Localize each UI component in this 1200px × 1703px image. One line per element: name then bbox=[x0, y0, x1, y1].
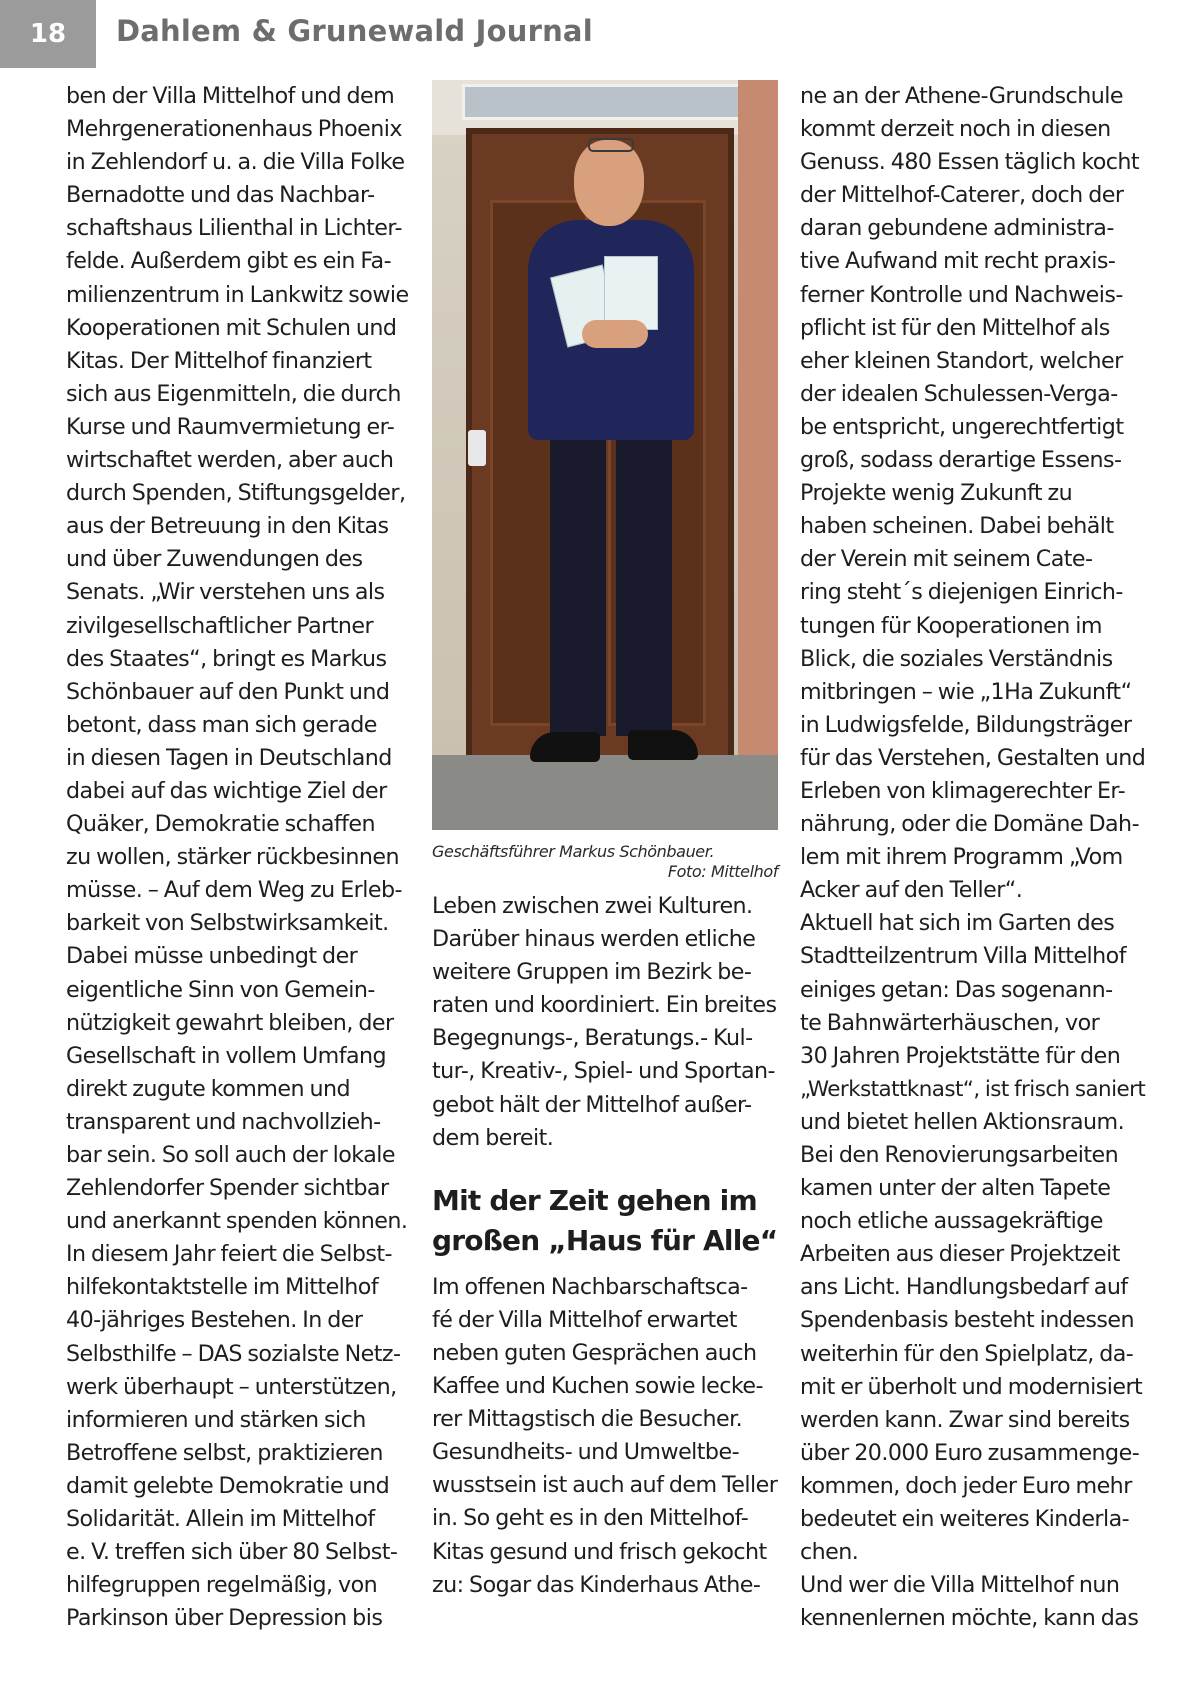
text-line: lem mit ihrem Programm „Vom bbox=[800, 844, 1123, 871]
text-line: in diesen Tagen in Deutschland bbox=[66, 744, 392, 771]
text-line: 30 Jahren Projektstätte für den bbox=[800, 1042, 1121, 1069]
text-line: in. So geht es in den Mittelhof- bbox=[432, 1505, 749, 1532]
text-line: kommen, doch jeder Euro mehr bbox=[800, 1472, 1132, 1499]
text-line: fé der Villa Mittelhof erwartet bbox=[432, 1306, 737, 1333]
text-line: werden kann. Zwar sind bereits bbox=[800, 1406, 1130, 1433]
text-line: Schönbauer auf den Punkt und bbox=[66, 678, 390, 705]
text-line: für das Verstehen, Gestalten und bbox=[800, 744, 1146, 771]
text-line: Aktuell hat sich im Garten des bbox=[800, 910, 1115, 937]
text-line: müsse. – Auf dem Weg zu Erleb- bbox=[66, 877, 402, 904]
text-line: Solidarität. Allein im Mittelhof bbox=[66, 1506, 375, 1533]
text-line: ring steht´s diejenigen Einrich- bbox=[800, 579, 1123, 606]
text-line: Kaffee und Kuchen sowie lecke- bbox=[432, 1373, 763, 1400]
text-line: kennenlernen möchte, kann das bbox=[800, 1605, 1139, 1632]
text-line: ans Licht. Handlungsbedarf auf bbox=[800, 1274, 1128, 1301]
text-line: mitbringen – wie „1Ha Zukunft“ bbox=[800, 678, 1132, 705]
middle-text-top bbox=[432, 890, 778, 1155]
programm-booklet bbox=[604, 256, 658, 330]
door-handle bbox=[468, 430, 486, 466]
text-line: Leben zwischen zwei Kulturen. bbox=[432, 893, 753, 919]
text-line: Kurse und Raumvermietung er- bbox=[66, 413, 395, 440]
text-line: Genuss. 480 Essen täglich kocht bbox=[800, 149, 1140, 176]
text-line: felde. Außerdem gibt es ein Fa- bbox=[66, 248, 392, 275]
text-line: Darüber hinaus werden etliche bbox=[432, 926, 756, 953]
text-line: raten und koordiniert. Ein breites bbox=[432, 992, 777, 1019]
text-line: in Ludwigsfelde, Bildungsträger bbox=[800, 711, 1132, 738]
text-line: Dabei müsse unbedingt der bbox=[66, 943, 358, 970]
text-line: pflicht ist für den Mittelhof als bbox=[800, 314, 1110, 341]
section-heading bbox=[432, 1181, 778, 1261]
text-line: noch etliche aussagekräftige bbox=[800, 1208, 1103, 1235]
window-transom bbox=[462, 84, 748, 120]
text-line: ne an der Athene-Grundschule bbox=[800, 83, 1123, 109]
text-line: groß, sodass derartige Essens- bbox=[800, 447, 1122, 474]
text-line: der Mittelhof-Caterer, doch der bbox=[800, 182, 1124, 209]
text-line: ben der Villa Mittelhof und dem bbox=[66, 83, 395, 109]
text-line: weitere Gruppen im Bezirk be- bbox=[432, 959, 752, 986]
text-line: Im offenen Nachbarschaftsca- bbox=[432, 1273, 748, 1300]
text-line: gebot hält der Mittelhof außer- bbox=[432, 1091, 752, 1118]
text-line: bedeutet ein weiteres Kinderla- bbox=[800, 1506, 1130, 1533]
article-column-middle bbox=[432, 80, 778, 1602]
text-line: direkt zugute kommen und bbox=[66, 1075, 351, 1102]
text-line: eigentliche Sinn von Gemein- bbox=[66, 976, 375, 1003]
text-line: Erleben von klimagerechter Er- bbox=[800, 777, 1126, 804]
text-line: Selbsthilfe – DAS sozialste Netz- bbox=[66, 1340, 401, 1367]
text-line: eher kleinen Standort, welcher bbox=[800, 347, 1123, 374]
text-line: daran gebundene administra- bbox=[800, 215, 1114, 242]
text-line: wusstsein ist auch auf dem Teller bbox=[432, 1472, 778, 1499]
text-line: zu wollen, stärker rückbesinnen bbox=[66, 844, 399, 871]
text-line: zu: Sogar das Kinderhaus Athe- bbox=[432, 1571, 761, 1598]
text-line: informieren und stärken sich bbox=[66, 1406, 366, 1433]
text-line: hilfekontaktstelle im Mittelhof bbox=[66, 1274, 379, 1301]
text-line: werk überhaupt – unterstützen, bbox=[66, 1373, 397, 1400]
text-line: der idealen Schulessen-Verga- bbox=[800, 380, 1118, 407]
text-line: Begegnungs-, Beratungs.- Kul- bbox=[432, 1025, 753, 1052]
heading-line: großen „Haus für Alle“ bbox=[432, 1223, 778, 1257]
text-line: e. V. treffen sich über 80 Selbst- bbox=[66, 1539, 398, 1566]
text-line: der Verein mit seinem Cate- bbox=[800, 546, 1093, 573]
text-line: Spendenbasis besteht indessen bbox=[800, 1307, 1134, 1334]
text-line: Bei den Renovierungsarbeiten bbox=[800, 1142, 1119, 1168]
text-line: Betroffene selbst, praktizieren bbox=[66, 1439, 383, 1466]
text-line: bar sein. So soll auch der lokale bbox=[66, 1142, 395, 1168]
article-column-left bbox=[66, 80, 412, 1635]
text-line: sich aus Eigenmitteln, die durch bbox=[66, 380, 401, 407]
text-line: Bernadotte und das Nachbar- bbox=[66, 182, 375, 209]
text-line: Parkinson über Depression bis bbox=[66, 1605, 383, 1632]
text-line: te Bahnwärterhäuschen, vor bbox=[800, 1009, 1100, 1036]
text-line: barkeit von Selbstwirksamkeit. bbox=[66, 910, 389, 937]
text-line: Quäker, Demokratie schaffen bbox=[66, 811, 376, 838]
text-line: hilfegruppen regelmäßig, von bbox=[66, 1572, 378, 1599]
text-line: Stadtteilzentrum Villa Mittelhof bbox=[800, 943, 1126, 970]
text-line: „Werkstattknast“, ist frisch saniert bbox=[800, 1076, 1146, 1102]
text-line: rer Mittagstisch die Besucher. bbox=[432, 1406, 743, 1433]
text-line: des Staates“, bringt es Markus bbox=[66, 645, 387, 672]
text-line: Kitas gesund und frisch gekocht bbox=[432, 1538, 767, 1565]
text-line: einiges getan: Das sogenann- bbox=[800, 976, 1113, 1003]
caption-text: Geschäftsführer Markus Schönbauer. bbox=[432, 842, 715, 861]
text-line: über 20.000 Euro zusammenge- bbox=[800, 1439, 1140, 1466]
portrait-photo bbox=[432, 80, 778, 830]
text-line: und anerkannt spenden können. bbox=[66, 1208, 408, 1235]
text-line: zivilgesellschaftlicher Partner bbox=[66, 612, 374, 639]
text-line: durch Spenden, Stiftungsgelder, bbox=[66, 480, 406, 507]
text-line: dem bereit. bbox=[432, 1124, 554, 1151]
text-line: wirtschaftet werden, aber auch bbox=[66, 447, 394, 474]
text-line: tur-, Kreativ-, Spiel- und Sportan- bbox=[432, 1058, 775, 1085]
text-line: aus der Betreuung in den Kitas bbox=[66, 513, 389, 540]
text-line: kamen unter der alten Tapete bbox=[800, 1175, 1111, 1202]
text-line: damit gelebte Demokratie und bbox=[66, 1472, 390, 1499]
text-line: chen. bbox=[800, 1539, 859, 1566]
text-line: Gesellschaft in vollem Umfang bbox=[66, 1042, 387, 1069]
photo-caption bbox=[432, 842, 778, 882]
middle-text-bottom bbox=[432, 1271, 778, 1602]
text-line: Mehrgenerationenhaus Phoenix bbox=[66, 116, 402, 143]
heading-line: Mit der Zeit gehen im bbox=[432, 1183, 757, 1217]
text-line: Senats. „Wir verstehen uns als bbox=[66, 579, 385, 606]
text-line: kommt derzeit noch in diesen bbox=[800, 116, 1111, 143]
text-line: milienzentrum in Lankwitz sowie bbox=[66, 281, 409, 308]
page-number: 18 bbox=[0, 0, 96, 68]
text-line: Gesundheits- und Umweltbe- bbox=[432, 1439, 740, 1466]
text-line: Kitas. Der Mittelhof finanziert bbox=[66, 347, 372, 374]
text-line: neben guten Gesprächen auch bbox=[432, 1339, 757, 1366]
text-line: Zehlendorfer Spender sichtbar bbox=[66, 1175, 389, 1202]
text-line: weiterhin für den Spielplatz, da- bbox=[800, 1340, 1134, 1367]
text-line: haben scheinen. Dabei behält bbox=[800, 513, 1114, 540]
text-line: dabei auf das wichtige Ziel der bbox=[66, 777, 387, 804]
text-line: Und wer die Villa Mittelhof nun bbox=[800, 1572, 1120, 1599]
text-line: 40-jähriges Bestehen. In der bbox=[66, 1307, 363, 1334]
text-line: Arbeiten aus dieser Projektzeit bbox=[800, 1241, 1120, 1268]
text-line: nützigkeit gewahrt bleiben, der bbox=[66, 1009, 394, 1036]
text-line: ferner Kontrolle und Nachweis- bbox=[800, 281, 1123, 308]
article-column-right bbox=[800, 80, 1146, 1635]
text-line: Projekte wenig Zukunft zu bbox=[800, 480, 1073, 507]
text-line: und über Zuwendungen des bbox=[66, 546, 363, 573]
text-line: Blick, die soziales Verständnis bbox=[800, 645, 1113, 672]
text-line: tive Aufwand mit recht praxis- bbox=[800, 248, 1116, 275]
text-line: und bietet hellen Aktionsraum. bbox=[800, 1108, 1125, 1135]
photo-credit: Foto: Mittelhof bbox=[667, 862, 778, 881]
text-line: be entspricht, ungerechtfertigt bbox=[800, 413, 1124, 440]
text-line: betont, dass man sich gerade bbox=[66, 711, 377, 738]
text-line: tungen für Kooperationen im bbox=[800, 612, 1102, 639]
text-line: Kooperationen mit Schulen und bbox=[66, 314, 397, 341]
text-line: schaftshaus Lilienthal in Lichter- bbox=[66, 215, 402, 242]
text-line: In diesem Jahr feiert die Selbst- bbox=[66, 1241, 393, 1268]
text-line: Acker auf den Teller“. bbox=[800, 877, 1023, 904]
journal-title: Dahlem & Grunewald Journal bbox=[116, 14, 593, 48]
text-line: mit er überholt und modernisiert bbox=[800, 1373, 1143, 1400]
text-line: transparent und nachvollzieh- bbox=[66, 1108, 381, 1135]
text-line: in Zehlendorf u. a. die Villa Folke bbox=[66, 149, 405, 176]
text-line: nährung, oder die Domäne Dah- bbox=[800, 811, 1140, 838]
